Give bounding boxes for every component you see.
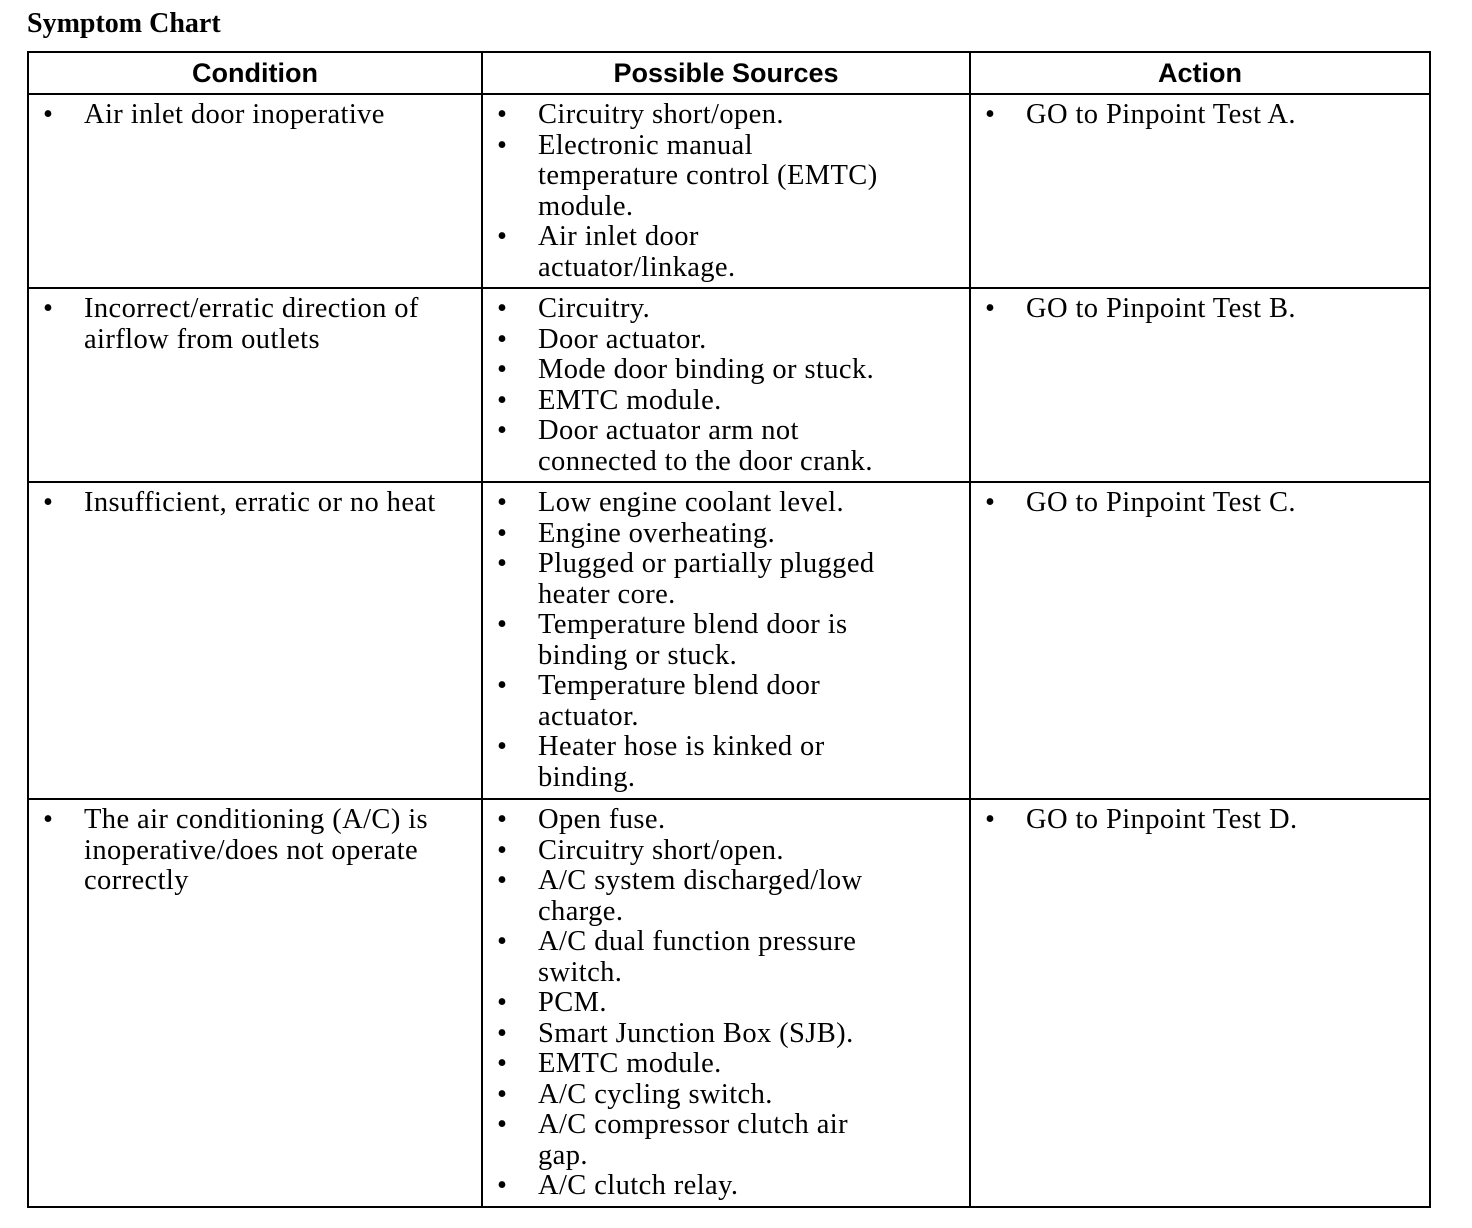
table-row [28,482,1430,799]
list-item: • Temperature blend door actuator. [483,671,969,732]
list-item: • Mode door binding or stuck. [483,355,969,386]
list-item: • Circuitry short/open. [483,100,969,131]
list-item: • EMTC module. [483,1049,969,1080]
table-row [28,799,1430,1207]
list-item: • Temperature blend door is binding or stuck. [483,610,969,671]
action-cell [970,482,1430,799]
sources-cell [482,94,970,288]
list-item: • A/C dual function pressure switch. [483,927,969,988]
list-item: • EMTC module. [483,386,969,417]
sources-cell [482,482,970,799]
list-item: • Insufficient, erratic or no heat [29,488,481,519]
list-item: • Open fuse. [483,805,969,836]
sources-cell [482,799,970,1207]
list-item: • A/C compressor clutch air gap. [483,1110,969,1171]
header-row [28,52,1430,94]
sources-cell [482,288,970,482]
condition-cell [28,482,482,799]
list-item: • GO to Pinpoint Test D. [971,805,1429,836]
list-item: • Door actuator. [483,325,969,356]
list-item: • A/C cycling switch. [483,1080,969,1111]
list-item: • GO to Pinpoint Test C. [971,488,1429,519]
action-cell [970,799,1430,1207]
list-item: • Low engine coolant level. [483,488,969,519]
list-item: • A/C clutch relay. [483,1171,969,1202]
list-item: • PCM. [483,988,969,1019]
symptom-table [27,51,1431,1208]
list-item: • A/C system discharged/low charge. [483,866,969,927]
list-item: • Air inlet door actuator/linkage. [483,222,969,283]
action-cell [970,288,1430,482]
header-sources: Possible Sources [482,52,970,94]
list-item: • Circuitry. [483,294,969,325]
list-item: • Heater hose is kinked or binding. [483,732,969,793]
list-item: • Incorrect/erratic direction of airflow from outlets [29,294,481,355]
list-item: • Smart Junction Box (SJB). [483,1019,969,1050]
header-action: Action [970,52,1430,94]
chart-title: Symptom Chart [27,8,221,39]
list-item: • Electronic manual temperature control (EMTC) module. [483,131,969,223]
list-item: • Air inlet door inoperative [29,100,481,131]
header-condition: Condition [28,52,482,94]
list-item: • Door actuator arm not connected to the door crank. [483,416,969,477]
action-cell [970,94,1430,288]
list-item: • Plugged or partially plugged heater core. [483,549,969,610]
list-item: • Engine overheating. [483,519,969,550]
list-item: • GO to Pinpoint Test B. [971,294,1429,325]
condition-cell [28,94,482,288]
list-item: • GO to Pinpoint Test A. [971,100,1429,131]
list-item: • The air conditioning (A/C) is inoperative/does not operate correctly [29,805,481,897]
list-item: • Circuitry short/open. [483,836,969,867]
table-row [28,94,1430,288]
condition-cell [28,799,482,1207]
condition-cell [28,288,482,482]
table-row [28,288,1430,482]
